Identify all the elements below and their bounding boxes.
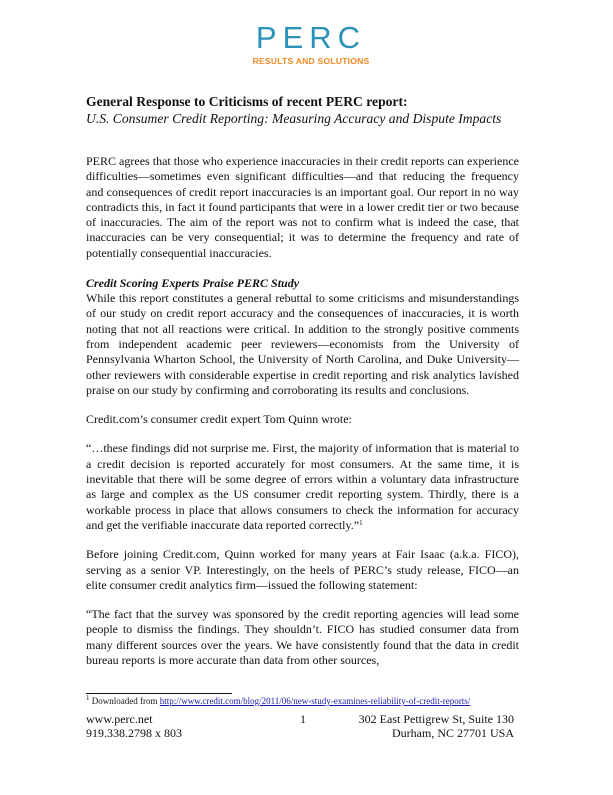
footnote bbox=[86, 696, 526, 707]
document-title: General Response to Criticisms of recent PERC report: bbox=[86, 94, 408, 109]
document-body bbox=[86, 154, 519, 668]
intro-paragraph: PERC agrees that those who experience inaccuracies in their credit reports can experience difficulties—sometimes even significant difficulties—and that reducing the frequency and consequences of credit report inaccuracies is an important goal. Our report in no way contradicts this, in fact it found participants that were in a lower credit tier or two because of inaccuracies. The aim of the report was not to confirm what is indeed the case, that inaccuracies can be very consequential; it was to determine the frequency and rate of potentially consequential inaccuracies. bbox=[86, 154, 519, 260]
fico-intro-paragraph: Before joining Credit.com, Quinn worked for many years at Fair Isaac (a.k.a. FICO), serving as a senior VP. Interestingly, on the heels of PERC’s study release, FICO—an elite consumer credit analytics firm—issued the following statement: bbox=[86, 547, 519, 592]
page-footer bbox=[86, 712, 514, 740]
section-paragraph: While this report constitutes a general rebuttal to some criticisms and misunderstandings of our study on credit report accuracy and the consequences of inaccuracies, it is worth noting that not all reactions were critical. In addition to the strongly positive comments from independent academic peer reviewers—economists from the University of Pennsylvania Wharton School, the University of North Carolina, and Duke University—other reviewers with considerable expertise in credit reporting and risk analytics lavished praise on our study by confirming and corroborating its results and conclusions. bbox=[86, 291, 519, 397]
footnote-link[interactable]: http://www.credit.com/blog/2011/06/new-study-examines-reliability-of-credit-reports/ bbox=[159, 696, 471, 706]
perc-logo bbox=[248, 22, 374, 66]
quinn-intro-paragraph: Credit.com’s consumer credit expert Tom Quinn wrote: bbox=[86, 412, 352, 427]
fico-quote: “The fact that the survey was sponsored by the credit reporting agencies will lead some people to dismiss the findings. They shouldn’t. FICO has studied consumer data from many different sources over the years. We have consistently found that the data in credit bureau reports is more accurate than data from other sources, bbox=[86, 607, 519, 668]
footer-phone: 919.338.2798 x 803 bbox=[86, 726, 182, 740]
footer-address-line1: 302 East Pettigrew St, Suite 130 bbox=[358, 712, 514, 726]
footnote-reference[interactable]: 1 bbox=[359, 518, 363, 527]
footer-website[interactable]: www.perc.net bbox=[86, 712, 153, 726]
document-subtitle: U.S. Consumer Credit Reporting: Measuring Accuracy and Dispute Impacts bbox=[86, 111, 502, 126]
footnote-prefix: Downloaded from bbox=[91, 696, 160, 706]
page-number: 1 bbox=[300, 712, 306, 726]
logo-tagline: RESULTS AND SOLUTIONS bbox=[252, 56, 370, 66]
footer-address-line2: Durham, NC 27701 USA bbox=[392, 726, 514, 740]
footnote-divider bbox=[86, 693, 232, 694]
section-heading: Credit Scoring Experts Praise PERC Study bbox=[86, 276, 300, 291]
logo-wordmark: PERC bbox=[255, 20, 367, 55]
quinn-quote-text: “…these findings did not surprise me. First, the majority of information that is material to a credit decision is reported accurately for most consumers. At the same time, it is inevitable that there will be some degree of errors within a voluntary data infrastructure as large and complex as the US consumer credit reporting system. Thirdly, there is a workable process in place that allows consumers to check the information for accuracy and get the verifiable inaccurate data reported correctly.” bbox=[86, 441, 519, 532]
footnote-mark: 1 bbox=[86, 694, 90, 702]
document-header bbox=[86, 93, 526, 127]
quinn-quote bbox=[86, 441, 519, 533]
